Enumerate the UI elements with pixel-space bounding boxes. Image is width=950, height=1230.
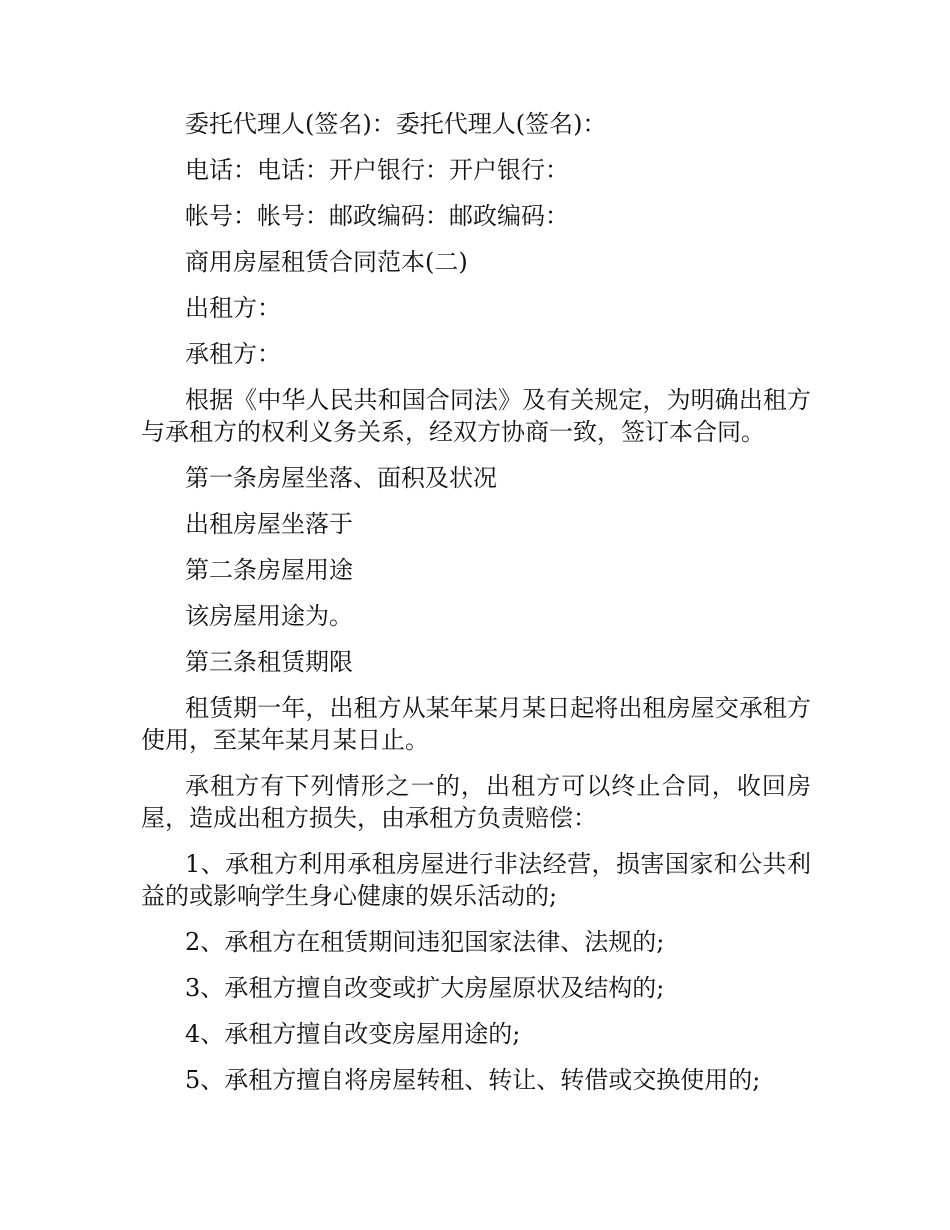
article-1-heading: 第一条房屋坐落、面积及状况 — [185, 464, 497, 492]
termination-conditions-paragraph: 承租方有下列情形之一的，出租方可以终止合同，收回房屋，造成出租方损失，由承租方负责赔偿： — [141, 772, 811, 832]
document-body — [141, 108, 811, 1110]
lessor-line: 出租方： — [185, 294, 281, 322]
condition-item-1: 1、承租方利用承租房屋进行非法经营，损害国家和公共利益的或影响学生身心健康的娱乐活动的; — [141, 850, 811, 910]
agent-signature-line: 委托代理人(签名)：委托代理人(签名)： — [185, 110, 607, 138]
article-1-location: 出租房屋坐落于 — [185, 510, 353, 538]
article-2-usage: 该房屋用途为。 — [185, 602, 353, 630]
article-3-heading: 第三条租赁期限 — [185, 648, 353, 676]
lease-term-paragraph: 租赁期一年，出租方从某年某月某日起将出租房屋交承租方使用，至某年某月某日止。 — [141, 694, 811, 754]
account-postcode-line: 帐号：帐号：邮政编码：邮政编码： — [185, 202, 569, 230]
article-2-heading: 第二条房屋用途 — [185, 556, 353, 584]
condition-item-2: 2、承租方在租赁期间违犯国家法律、法规的; — [185, 928, 665, 956]
condition-item-3: 3、承租方擅自改变或扩大房屋原状及结构的; — [185, 974, 665, 1002]
lessee-line: 承租方： — [185, 340, 281, 368]
phone-bank-line: 电话：电话：开户银行：开户银行： — [185, 156, 569, 184]
contract-title: 商用房屋租赁合同范本(二) — [185, 248, 468, 276]
preamble-paragraph: 根据《中华人民共和国合同法》及有关规定，为明确出租方与承租方的权利义务关系，经双方协商一致，签订本合同。 — [141, 386, 811, 446]
condition-item-5: 5、承租方擅自将房屋转租、转让、转借或交换使用的; — [185, 1066, 761, 1094]
condition-item-4: 4、承租方擅自改变房屋用途的; — [185, 1020, 521, 1048]
